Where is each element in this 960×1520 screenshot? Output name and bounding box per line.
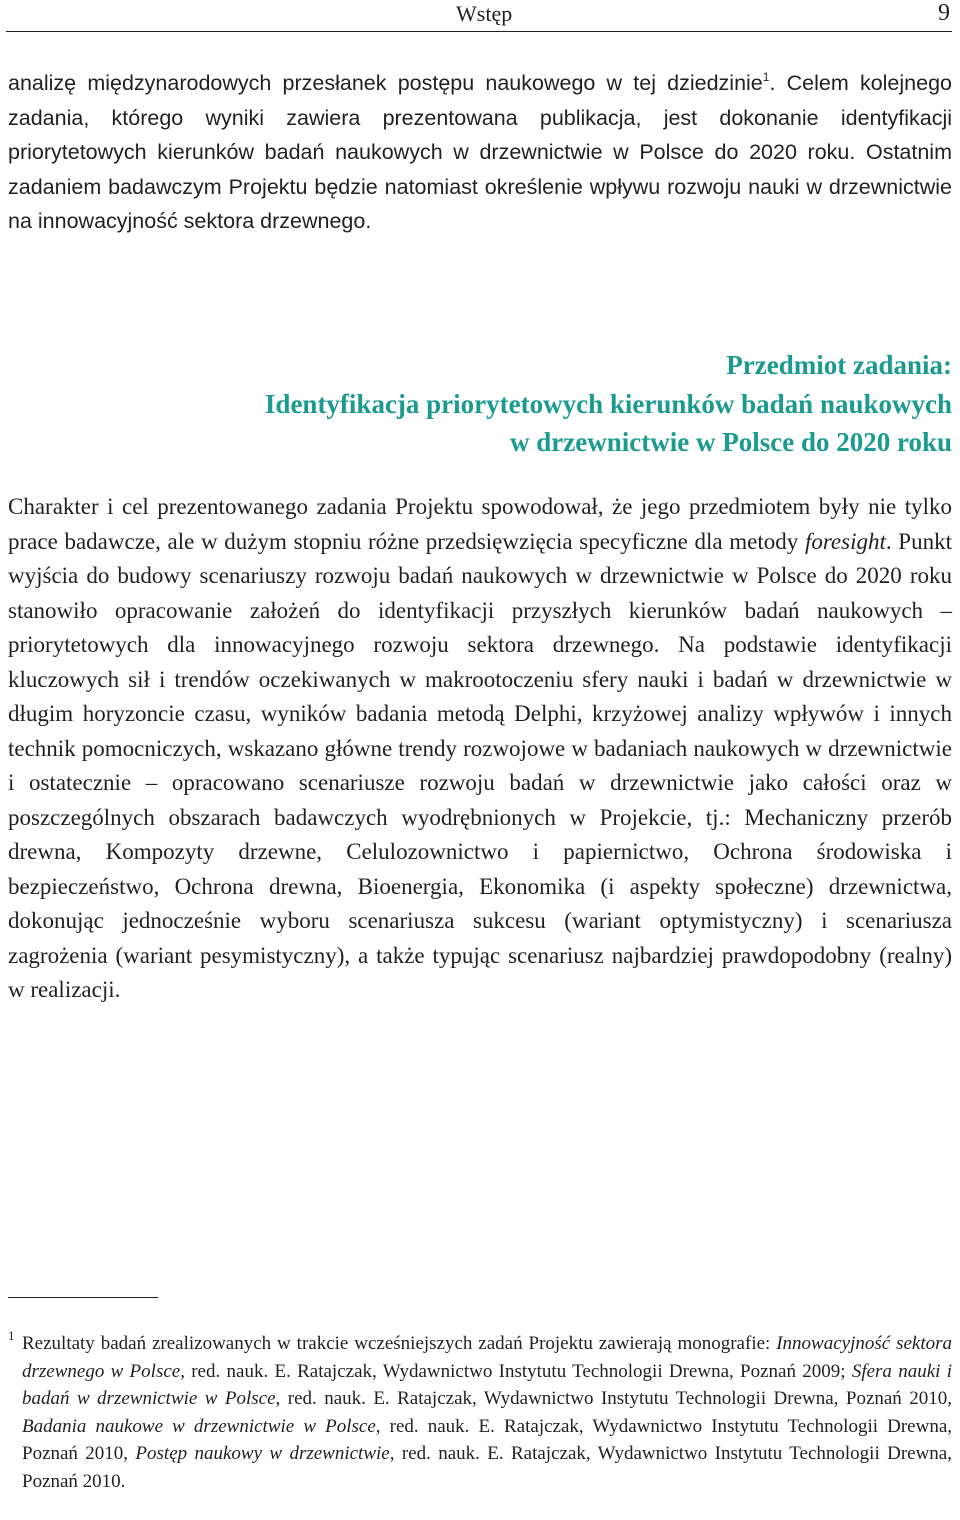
footnote-reference[interactable]: 1 — [762, 70, 770, 84]
body-text-2: . Punkt wyjścia do budowy scenariuszy rozwoju badań naukowych w drzewnictwie w Polsce do 2020 roku stanowiło opracowanie założeń do identyfikacji przyszłych kierunków badań naukowych – priorytetowych dla innowacyjnego rozwoju sektora drzewnego. Na podstawie identyfikacji kluczowych sił i trendów oczekiwanych w makrootoczeniu sfery nauki i badań w drzewnictwie w długim horyzoncie czasu, wyników badania metodą Delphi, krzyżowej analizy wpływów i innych technik pomocniczych, wskazano główne trendy rozwojowe w badaniach naukowych w drzewnictwie i ostatecznie – opracowano scenariusze rozwoju badań w drzewnictwie jako całości oraz w poszczególnych obszarach badawczych wyodrębnionych w Projekcie, tj.: Mechaniczny przerób drewna, Kompozyty drzewne, Celulozownictwo i papiernictwo, Ochrona środowiska i bezpieczeństwo, Ochrona drewna, Bioenergia, Ekonomika (i aspekty społeczne) drzewnictwa, dokonując jednocześnie wyboru scenariusza sukcesu (wariant optymistyczny) i scenariusza zagrożenia (wariant pesymistyczny), a także typując scenariusz najbardziej prawdopodobny (realny) w realizacji. — [8, 528, 952, 1002]
footnote-text-5: , red. nauk. E. Ratajczak, Wydawnictwo Instytutu Technologii Drewna, Poznań 2010. — [22, 1443, 952, 1492]
running-header — [6, 0, 952, 32]
section-heading-line-2: Identyfikacja priorytetowych kierunków badań naukowych — [264, 388, 952, 419]
section-heading — [8, 346, 952, 462]
body-paragraph — [8, 490, 952, 1008]
footnote-mark: 1 — [8, 1328, 15, 1343]
footnote-title-4: Postęp naukowy w drzewnictwie — [135, 1443, 390, 1465]
body-text-1: Charakter i cel prezentowanego zadania Projektu spowodował, że jego przedmiotem były nie tylko prace badawcze, ale w dużym stopniu różne przedsięwzięcia specyficzne dla metody — [8, 494, 952, 554]
footnote — [8, 1328, 953, 1496]
footnote-title-3: Badania naukowe w drzewnictwie w Polsce — [22, 1415, 376, 1437]
footnote-separator — [8, 1297, 158, 1298]
footnote-text-2: , red. nauk. E. Ratajczak, Wydawnictwo Instytutu Technologii Drewna, Poznań 2009; — [180, 1360, 852, 1382]
section-heading-line-3: w drzewnictwie w Polsce do 2020 roku — [510, 427, 952, 457]
footnote-title-2: Sfera nauki i badań w drzewnictwie w Polsce — [22, 1360, 952, 1410]
intro-text-1: analizę międzynarodowych przesłanek postępu naukowego w tej dziedzinie — [8, 71, 763, 95]
section-heading-line-1: Przedmiot zadania: — [726, 350, 952, 380]
footnote-text-1: Rezultaty badań zrealizowanych w trakcie wcześniejszych zadań Projektu zawierają monografie: — [22, 1333, 777, 1354]
intro-text-2: . Celem kolejnego zadania, którego wyniki zawiera prezentowana publikacja, jest dokonanie identyfikacji priorytetowych kierunków badań naukowych w drzewnictwie w Polsce do 2020 roku. Ostatnim zadaniem badawczym Projektu będzie natomiast określenie wpływu rozwoju nauki w drzewnictwie na innowacyjność sektora drzewnego. — [8, 71, 952, 233]
page-number: 9 — [938, 0, 950, 26]
footnote-text-3: , red. nauk. E. Ratajczak, Wydawnictwo Instytutu Technologii Drewna, Poznań 2010, — [275, 1388, 953, 1410]
footnote-text-4: , red. nauk. E. Ratajczak, Wydawnictwo Instytutu Technologii Drewna, Poznań 2010, — [22, 1415, 952, 1465]
footnote-title-1: Innowacyjność sektora drzewnego w Polsce — [22, 1333, 953, 1382]
intro-paragraph — [8, 66, 952, 239]
chapter-title: Wstęp — [456, 1, 513, 26]
body-emphasis: foresight — [804, 528, 886, 554]
